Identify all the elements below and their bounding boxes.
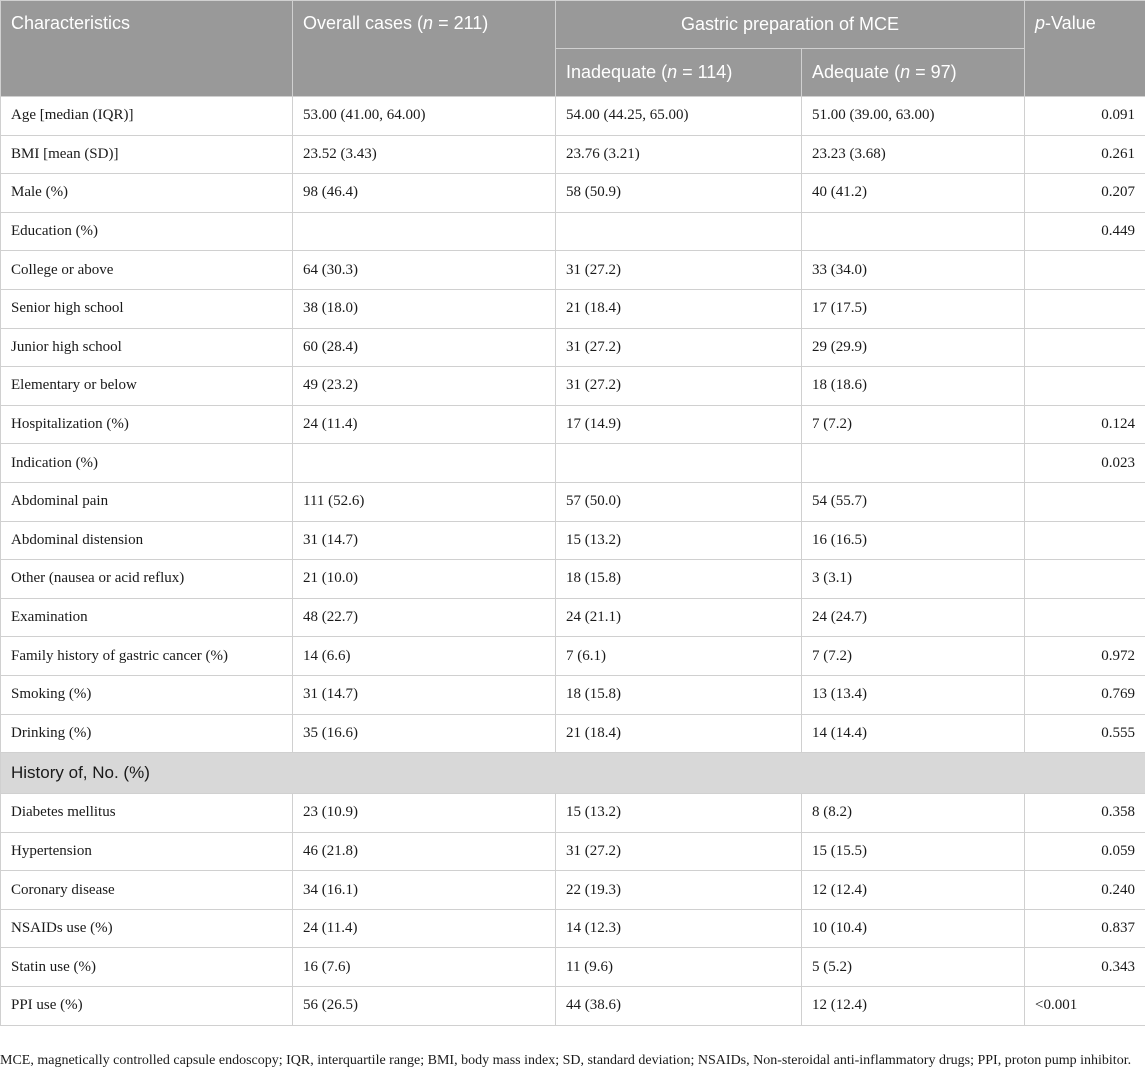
- cell-overall: 49 (23.2): [293, 367, 556, 406]
- cell-p-value: [1025, 251, 1145, 290]
- cell-overall: 48 (22.7): [293, 598, 556, 637]
- cell-adequate: 8 (8.2): [802, 794, 1025, 833]
- table-row: [1, 753, 1145, 794]
- cell-inadequate: 15 (13.2): [556, 521, 802, 560]
- table-row: [1, 871, 1145, 910]
- section-header: History of, No. (%): [1, 753, 1145, 794]
- cell-overall: 31 (14.7): [293, 675, 556, 714]
- cell-adequate: 18 (18.6): [802, 367, 1025, 406]
- cell-overall: 111 (52.6): [293, 482, 556, 521]
- table-row: [1, 444, 1145, 483]
- cell-p-value: 0.358: [1025, 794, 1145, 833]
- cell-characteristic: Hypertension: [1, 832, 293, 871]
- cell-adequate: 24 (24.7): [802, 598, 1025, 637]
- cell-overall: 46 (21.8): [293, 832, 556, 871]
- cell-inadequate: 18 (15.8): [556, 560, 802, 599]
- table-row: [1, 521, 1145, 560]
- cell-p-value: 0.972: [1025, 637, 1145, 676]
- cell-overall: [293, 212, 556, 251]
- cell-overall: 24 (11.4): [293, 909, 556, 948]
- cell-characteristic: College or above: [1, 251, 293, 290]
- cell-inadequate: 23.76 (3.21): [556, 135, 802, 174]
- cell-characteristic: Indication (%): [1, 444, 293, 483]
- cell-overall: 23.52 (3.43): [293, 135, 556, 174]
- cell-overall: [293, 444, 556, 483]
- cell-inadequate: 31 (27.2): [556, 367, 802, 406]
- cell-p-value: 0.555: [1025, 714, 1145, 753]
- cell-adequate: 10 (10.4): [802, 909, 1025, 948]
- cell-overall: 53.00 (41.00, 64.00): [293, 97, 556, 136]
- cell-inadequate: 21 (18.4): [556, 714, 802, 753]
- cell-p-value: 0.769: [1025, 675, 1145, 714]
- cell-characteristic: Family history of gastric cancer (%): [1, 637, 293, 676]
- cell-adequate: 12 (12.4): [802, 987, 1025, 1026]
- table-body: [1, 97, 1145, 1026]
- cell-overall: 21 (10.0): [293, 560, 556, 599]
- cell-p-value: <0.001: [1025, 987, 1145, 1026]
- cell-inadequate: 21 (18.4): [556, 289, 802, 328]
- cell-inadequate: [556, 444, 802, 483]
- cell-overall: 35 (16.6): [293, 714, 556, 753]
- table-row: [1, 135, 1145, 174]
- table-row: [1, 405, 1145, 444]
- cell-p-value: [1025, 560, 1145, 599]
- cell-p-value: 0.240: [1025, 871, 1145, 910]
- table-row: [1, 598, 1145, 637]
- cell-adequate: [802, 444, 1025, 483]
- cell-adequate: 14 (14.4): [802, 714, 1025, 753]
- cell-adequate: 16 (16.5): [802, 521, 1025, 560]
- cell-inadequate: 57 (50.0): [556, 482, 802, 521]
- cell-characteristic: Coronary disease: [1, 871, 293, 910]
- table-row: [1, 212, 1145, 251]
- cell-inadequate: 31 (27.2): [556, 832, 802, 871]
- table-footnote: MCE, magnetically controlled capsule endoscopy; IQR, interquartile range; BMI, body mass index; SD, standard deviation; NSAIDs, Non-steroidal anti-inflammatory drugs; PPI, proton pump inhibitor.: [0, 1051, 1135, 1071]
- cell-inadequate: [556, 212, 802, 251]
- table-row: [1, 289, 1145, 328]
- cell-characteristic: Education (%): [1, 212, 293, 251]
- cell-overall: 34 (16.1): [293, 871, 556, 910]
- cell-characteristic: NSAIDs use (%): [1, 909, 293, 948]
- cell-inadequate: 31 (27.2): [556, 251, 802, 290]
- cell-adequate: 13 (13.4): [802, 675, 1025, 714]
- table-row: [1, 987, 1145, 1026]
- cell-inadequate: 11 (9.6): [556, 948, 802, 987]
- cell-inadequate: 7 (6.1): [556, 637, 802, 676]
- cell-p-value: 0.059: [1025, 832, 1145, 871]
- table-row: [1, 909, 1145, 948]
- cell-adequate: 17 (17.5): [802, 289, 1025, 328]
- header-group: Gastric preparation of MCE: [556, 1, 1025, 49]
- header-adequate: Adequate (n = 97): [802, 49, 1025, 97]
- cell-p-value: [1025, 289, 1145, 328]
- cell-p-value: [1025, 482, 1145, 521]
- cell-adequate: 29 (29.9): [802, 328, 1025, 367]
- cell-overall: 38 (18.0): [293, 289, 556, 328]
- cell-overall: 64 (30.3): [293, 251, 556, 290]
- cell-p-value: [1025, 521, 1145, 560]
- table-row: [1, 832, 1145, 871]
- cell-characteristic: PPI use (%): [1, 987, 293, 1026]
- cell-adequate: 51.00 (39.00, 63.00): [802, 97, 1025, 136]
- cell-characteristic: Hospitalization (%): [1, 405, 293, 444]
- cell-characteristic: Junior high school: [1, 328, 293, 367]
- cell-adequate: 7 (7.2): [802, 405, 1025, 444]
- cell-characteristic: Other (nausea or acid reflux): [1, 560, 293, 599]
- cell-adequate: 15 (15.5): [802, 832, 1025, 871]
- cell-p-value: 0.091: [1025, 97, 1145, 136]
- cell-characteristic: Elementary or below: [1, 367, 293, 406]
- cell-p-value: 0.449: [1025, 212, 1145, 251]
- cell-p-value: 0.124: [1025, 405, 1145, 444]
- table-row: [1, 714, 1145, 753]
- cell-characteristic: Male (%): [1, 174, 293, 213]
- cell-adequate: 33 (34.0): [802, 251, 1025, 290]
- cell-inadequate: 54.00 (44.25, 65.00): [556, 97, 802, 136]
- table-row: [1, 560, 1145, 599]
- cell-inadequate: 14 (12.3): [556, 909, 802, 948]
- cell-adequate: 40 (41.2): [802, 174, 1025, 213]
- cell-inadequate: 18 (15.8): [556, 675, 802, 714]
- cell-overall: 24 (11.4): [293, 405, 556, 444]
- cell-inadequate: 17 (14.9): [556, 405, 802, 444]
- cell-characteristic: Abdominal distension: [1, 521, 293, 560]
- table-row: [1, 675, 1145, 714]
- cell-characteristic: Examination: [1, 598, 293, 637]
- cell-inadequate: 58 (50.9): [556, 174, 802, 213]
- cell-adequate: 12 (12.4): [802, 871, 1025, 910]
- cell-adequate: 5 (5.2): [802, 948, 1025, 987]
- header-p-value: p-Value: [1025, 1, 1145, 97]
- header-characteristics: Characteristics: [1, 1, 293, 97]
- cell-adequate: 7 (7.2): [802, 637, 1025, 676]
- table-row: [1, 328, 1145, 367]
- cell-characteristic: Diabetes mellitus: [1, 794, 293, 833]
- table-row: [1, 948, 1145, 987]
- cell-p-value: 0.343: [1025, 948, 1145, 987]
- cell-overall: 23 (10.9): [293, 794, 556, 833]
- table-row: [1, 174, 1145, 213]
- cell-characteristic: Senior high school: [1, 289, 293, 328]
- table-row: [1, 97, 1145, 136]
- table-row: [1, 794, 1145, 833]
- table-row: [1, 482, 1145, 521]
- cell-characteristic: Statin use (%): [1, 948, 293, 987]
- cell-characteristic: Drinking (%): [1, 714, 293, 753]
- cell-p-value: [1025, 598, 1145, 637]
- cell-inadequate: 44 (38.6): [556, 987, 802, 1026]
- cell-p-value: 0.261: [1025, 135, 1145, 174]
- cell-overall: 98 (46.4): [293, 174, 556, 213]
- table-row: [1, 637, 1145, 676]
- cell-adequate: 54 (55.7): [802, 482, 1025, 521]
- cell-p-value: 0.023: [1025, 444, 1145, 483]
- table-row: [1, 367, 1145, 406]
- cell-overall: 31 (14.7): [293, 521, 556, 560]
- cell-overall: 16 (7.6): [293, 948, 556, 987]
- cell-characteristic: Age [median (IQR)]: [1, 97, 293, 136]
- cell-adequate: 3 (3.1): [802, 560, 1025, 599]
- cell-p-value: [1025, 328, 1145, 367]
- cell-inadequate: 15 (13.2): [556, 794, 802, 833]
- cell-p-value: [1025, 367, 1145, 406]
- cell-characteristic: BMI [mean (SD)]: [1, 135, 293, 174]
- cell-characteristic: Smoking (%): [1, 675, 293, 714]
- table-row: [1, 251, 1145, 290]
- cell-inadequate: 31 (27.2): [556, 328, 802, 367]
- cell-characteristic: Abdominal pain: [1, 482, 293, 521]
- cell-p-value: 0.207: [1025, 174, 1145, 213]
- cell-overall: 56 (26.5): [293, 987, 556, 1026]
- cell-p-value: 0.837: [1025, 909, 1145, 948]
- cell-adequate: [802, 212, 1025, 251]
- header-inadequate: Inadequate (n = 114): [556, 49, 802, 97]
- header-overall: Overall cases (n = 211): [293, 1, 556, 97]
- cell-adequate: 23.23 (3.68): [802, 135, 1025, 174]
- cell-overall: 14 (6.6): [293, 637, 556, 676]
- cell-inadequate: 22 (19.3): [556, 871, 802, 910]
- cell-overall: 60 (28.4): [293, 328, 556, 367]
- cell-inadequate: 24 (21.1): [556, 598, 802, 637]
